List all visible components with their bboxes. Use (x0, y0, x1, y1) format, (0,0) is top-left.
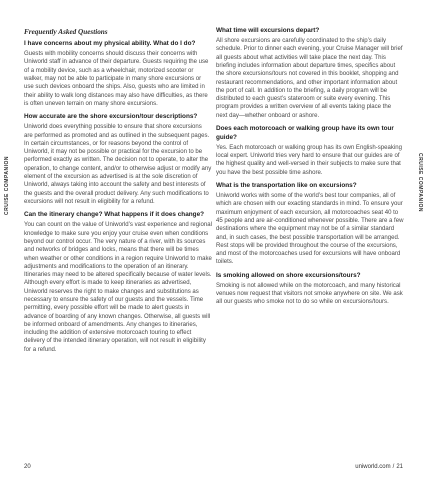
faq-answer: Smoking is not allowed while on the motorcoach, and many historical venues now request that visitors not smoke anywhere on site. We ask all our guests who smoke not to do so while on excursions/tours. (216, 282, 403, 306)
faq-question: Does each motorcoach or walking group have its own tour guide? (216, 125, 394, 141)
faq-item (216, 182, 404, 267)
faq-item (216, 272, 404, 307)
right-column (216, 27, 404, 312)
faq-answer: All shore excursions are carefully coordinated to the ship’s daily schedule. Prior to dinner each evening, your Cruise Manager will brief all guests about what activities will take place the next day. This briefing includes information about departure times, specifics about the shore excursions/tours not covered in this booklet, shopping and restaurant recommendations, and other important information about the port of call. In addition to the briefing, a daily program will be distributed to each guest’s stateroom or suite every evening. This program provides a written overview of all events taking place the next day—whether onboard or ashore. (216, 38, 403, 119)
faq-question: What is the transportation like on excursions? (216, 181, 357, 189)
faq-answer: Uniworld does everything possible to ensure that shore excursions are performed as promoted and as outlined in the subsequent pages. In certain circumstances, or for reasons beyond the control of Uniworld, it may not be possible or practical for the excursion to be performed exactly as written. The decision not to operate, to alter the operation, to change content, and/or to otherwise adjust or modify any element of the excursion as advertised is at the sole discretion of Uniworld, always taking into account the safety and best interests of the guests and the overall product delivery. Any such modifications to excursions will not result in eligibility for a refund. (24, 124, 212, 205)
faq-question: I have concerns about my physical ability. What do I do? (24, 40, 196, 47)
faq-answer: Uniworld works with some of the world’s best tour companies, all of which are chosen with our exacting standards in mind. To ensure your maximum enjoyment of each excursion, all motorcoaches seat 40 to 45 people and are air-conditioned whenever possible. There are a few destinations where the equipment may not be of a similar standard and, in such cases, the best possible transportation will be arranged. Rest stops will be provided throughout the course of the excursions, and most of the motorcoaches used for excursions will have onboard toilets. (216, 193, 404, 266)
page-number-left: 20 (24, 464, 31, 470)
page-number-right: 21 (396, 464, 403, 470)
faq-answer: Yes. Each motorcoach or walking group has its own English-speaking local expert. Uniworld tries very hard to ensure that our guides are of the highest quality and well-versed in their subjects to make sure that you have the best possible time ashore. (216, 144, 402, 176)
faq-question: How accurate are the shore excursion/tour descriptions? (24, 113, 198, 121)
side-label-right-text: CRUISE COMPANION (417, 153, 423, 213)
faq-item (216, 27, 404, 120)
faq-question: What time will excursions depart? (216, 27, 320, 34)
footer-right (355, 464, 403, 470)
side-label-left-text: CRUISE COMPANION (4, 155, 10, 215)
website-link[interactable]: uniworld.com (355, 464, 391, 470)
faq-item (24, 211, 212, 354)
faq-answer: Guests with mobility concerns should discuss their concerns with Uniworld staff in advance of their departure. Guests requiring the use of a mobility device, such as a wheelchair, motorized scooter or walker, may not be able to participate in many shore excursions or use such devices onboard the ships. Also, guests who are limited in their ability to walk long distances may also have difficulties, as there is often uneven terrain on many shore excursions. (24, 51, 209, 107)
section-heading: Frequently Asked Questions (24, 28, 108, 36)
faq-answer: You can count on the value of Uniworld’s vast experience and regional knowledge to make sure you enjoy your cruise even when conditions beyond our control occur. The very nature of a river, with its sources and networks of bridges and locks, means that there will be times when weather or other conditions in a region require Uniworld to make adjustments and modifications to the operation of an itinerary. Itineraries may need to be altered specifically because of water levels. Although every effort is made to keep itineraries as advertised, Uniworld reserves the right to make changes and substitutions as necessary to ensure the safety of our guests and the vessels. Time permitting, every possible effort will be made to alert guests in advance of boarding of any known changes. Otherwise, all guests will be informed onboard of amendments. Any changes to itineraries, including the addition of extensive motorcoach touring to effect delivery of the intended itinerary operation, will not result in eligibility for a refund. (24, 222, 212, 353)
faq-question: Is smoking allowed on shore excursions/tours? (216, 271, 361, 279)
faq-item (24, 113, 212, 206)
faq-item (216, 125, 404, 177)
faq-question: Can the itinerary change? What happens if it does change? (24, 211, 205, 219)
footer-separator: / (392, 464, 395, 470)
left-column (24, 40, 212, 359)
faq-item (24, 40, 212, 108)
